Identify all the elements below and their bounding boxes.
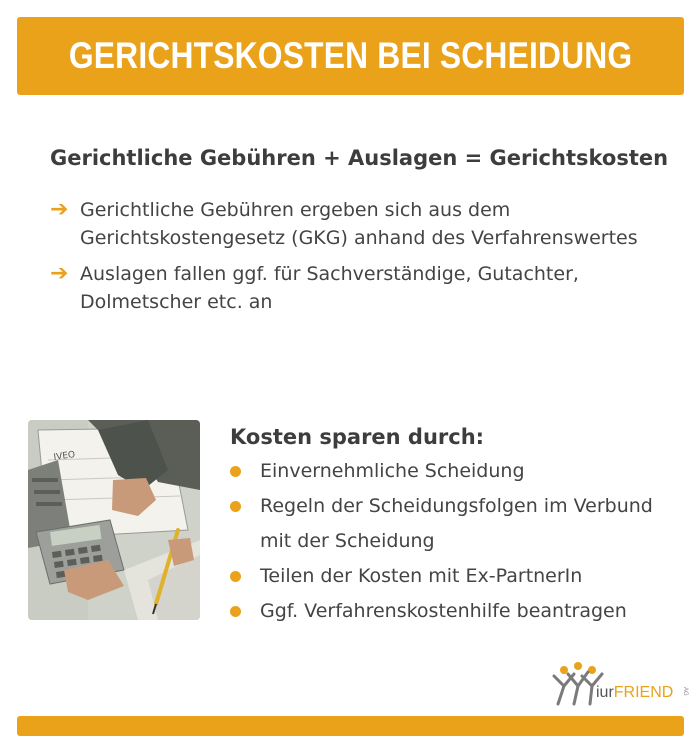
header-banner	[17, 17, 684, 95]
list-item	[230, 454, 670, 489]
iurfriend-logo	[548, 660, 688, 706]
bullet-dot-icon	[230, 501, 241, 512]
arrow-right-icon: ➔	[50, 261, 69, 286]
logo-brand: FRIEND	[613, 684, 674, 701]
cost-explanation-list	[50, 196, 650, 324]
cost-formula: Gerichtliche Gebühren + Auslagen = Gerichtskosten	[50, 146, 669, 170]
arrow-right-icon: ➔	[50, 197, 69, 222]
list-item-text: Auslagen fallen ggf. für Sachverständige, Gutachter, Dolmetscher etc. an	[80, 263, 579, 313]
paper-label: IVEO	[53, 450, 76, 463]
footer-bar	[17, 716, 684, 736]
page-title: GERICHTSKOSTEN BEI SCHEIDUNG	[68, 35, 633, 76]
list-item-text: Ggf. Verfahrenskostenhilfe beantragen	[260, 600, 627, 622]
section-heading: Kosten sparen durch:	[230, 425, 485, 449]
list-item-text: Regeln der Scheidungsfolgen im Verbund mit der Scheidung	[260, 495, 653, 552]
logo-wordmark	[596, 684, 673, 702]
cost-saving-section	[230, 420, 670, 629]
list-item	[50, 260, 650, 316]
bullet-dot-icon	[230, 571, 241, 582]
list-item	[230, 594, 670, 629]
logo-prefix: iur	[596, 684, 614, 701]
cost-saving-list	[230, 454, 670, 629]
list-item	[230, 489, 670, 559]
bullet-dot-icon	[230, 466, 241, 477]
list-item-text: Einvernehmliche Scheidung	[260, 460, 525, 482]
calculator-illustration	[28, 420, 200, 620]
list-item	[50, 196, 650, 252]
logo-suffix: AG	[682, 687, 688, 696]
list-item-text: Teilen der Kosten mit Ex-PartnerIn	[260, 565, 583, 587]
list-item	[230, 559, 670, 594]
list-item-text: Gerichtliche Gebühren ergeben sich aus dem Gerichtskostengesetz (GKG) anhand des Verfahrenswertes	[80, 199, 638, 249]
bullet-dot-icon	[230, 606, 241, 617]
